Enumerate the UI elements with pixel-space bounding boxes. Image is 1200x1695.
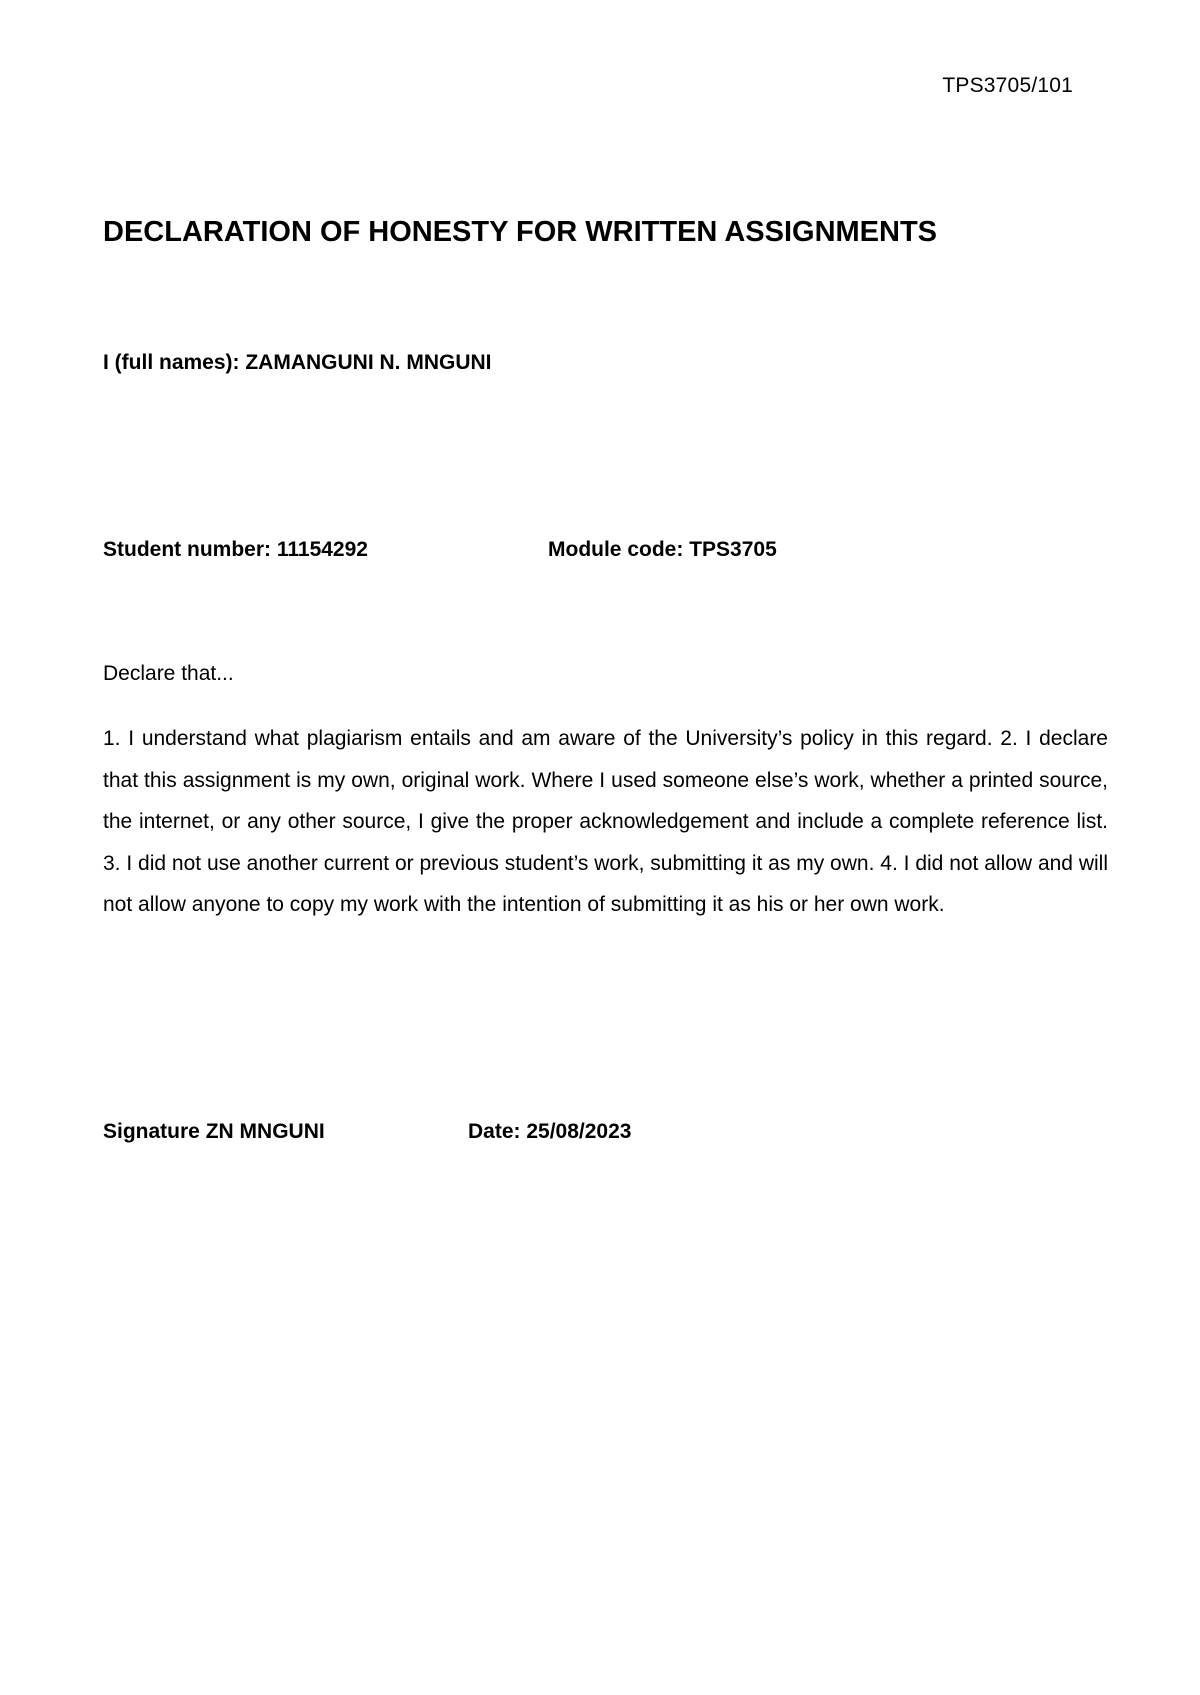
date-field xyxy=(468,1120,631,1144)
module-code-value: TPS3705 xyxy=(689,538,777,561)
student-number-label: Student number: xyxy=(103,538,271,561)
full-names-label: I (full names): xyxy=(103,351,240,374)
declaration-statement: 1. I understand what plagiarism entails and am aware of the University’s policy in this regard. 2. I declare that this assignment is my own, original work. Where I used someone else’s work, whether a printed source, the internet, or any other source, I give the proper acknowledgement and include a complete reference list. 3. I did not use another current or previous student’s work, submitting it as my own. 4. I did not allow and will not allow anyone to copy my work with the intention of submitting it as his or her own work. xyxy=(103,727,1108,916)
page-code: TPS3705/101 xyxy=(942,74,1073,97)
full-names-value: ZAMANGUNI N. MNGUNI xyxy=(245,351,492,374)
module-code-label: Module code: xyxy=(548,538,684,561)
student-number-value: 11154292 xyxy=(276,538,368,561)
signature-value: ZN MNGUNI xyxy=(205,1120,325,1143)
signature-label: Signature xyxy=(103,1120,200,1143)
student-number-field xyxy=(103,538,368,562)
declaration-intro: Declare that... xyxy=(103,662,234,685)
document-title: DECLARATION OF HONESTY FOR WRITTEN ASSIGNMENTS xyxy=(103,216,938,248)
module-code-field xyxy=(548,538,777,562)
signature-field xyxy=(103,1120,325,1144)
date-value: 25/08/2023 xyxy=(526,1120,632,1143)
full-names-field xyxy=(103,351,492,375)
date-label: Date: xyxy=(468,1120,521,1143)
